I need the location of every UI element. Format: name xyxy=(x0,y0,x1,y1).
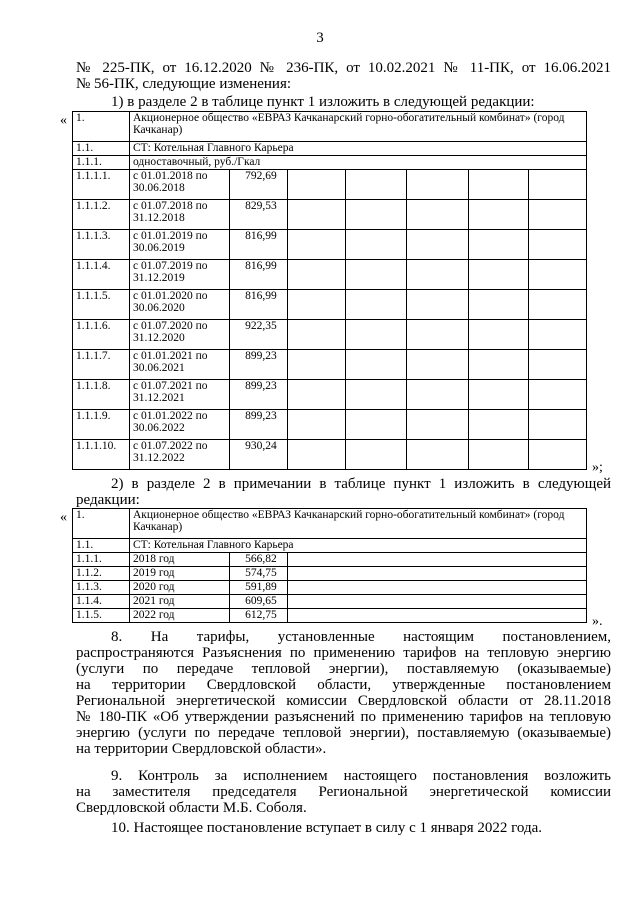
empty-cell xyxy=(287,380,345,410)
empty-cell xyxy=(287,350,345,380)
period-to: 31.12.2022 xyxy=(132,452,185,464)
table1-subheader-row xyxy=(73,142,587,156)
empty-cell xyxy=(407,200,469,230)
table2-subheader-name: СТ: Котельная Главного Карьера xyxy=(129,539,586,553)
row-code: 1.1.1.10. xyxy=(73,440,130,470)
empty-cell xyxy=(345,290,407,320)
empty-cell xyxy=(469,170,529,200)
empty-cell xyxy=(345,350,407,380)
empty-cell xyxy=(407,230,469,260)
table2-row xyxy=(73,581,587,595)
row-value: 899,23 xyxy=(229,380,287,410)
empty-cell xyxy=(529,380,587,410)
row-value: 609,65 xyxy=(229,595,287,609)
empty-cell xyxy=(407,320,469,350)
row-period xyxy=(129,440,229,470)
empty-cell xyxy=(407,170,469,200)
empty-cell xyxy=(407,260,469,290)
row-year: 2021 год xyxy=(129,595,229,609)
empty-cell xyxy=(345,410,407,440)
empty-cell xyxy=(469,440,529,470)
period-from: с 01.07.2021 по xyxy=(132,380,208,392)
row-code: 1.1.1.4. xyxy=(73,260,130,290)
empty-cell xyxy=(529,410,587,440)
period-from: с 01.01.2018 по xyxy=(132,170,208,182)
empty-cell xyxy=(287,260,345,290)
table1-row xyxy=(73,440,587,470)
para9-line-1: 9. Контроль за исполнением настоящего постановления возложить xyxy=(111,768,611,784)
period-to: 31.12.2018 xyxy=(132,212,185,224)
empty-cell xyxy=(345,200,407,230)
empty-cell xyxy=(529,320,587,350)
period-to: 30.06.2022 xyxy=(132,422,185,434)
table1-header-row xyxy=(73,112,587,142)
empty-cell xyxy=(287,581,586,595)
empty-cell xyxy=(287,410,345,440)
period-to: 30.06.2021 xyxy=(132,362,185,374)
empty-cell xyxy=(407,380,469,410)
row-year: 2018 год xyxy=(129,553,229,567)
row-value: 566,82 xyxy=(229,553,287,567)
row-year: 2020 год xyxy=(129,581,229,595)
period-to: 30.06.2020 xyxy=(132,302,185,314)
paragraph-10 xyxy=(76,820,611,836)
table1-row xyxy=(73,320,587,350)
row-period xyxy=(129,410,229,440)
period-from: с 01.07.2019 по xyxy=(132,260,208,272)
table2-open-quote: « xyxy=(60,510,67,525)
empty-cell xyxy=(469,260,529,290)
table1-header-name: Акционерное общество «ЕВРАЗ Качканарский горно-обогатительный комбинат» (город Качканар) xyxy=(129,112,586,142)
table2-row xyxy=(73,567,587,581)
row-period xyxy=(129,260,229,290)
row-code: 1.1.4. xyxy=(73,595,130,609)
para8-line-3: (услуги по передаче тепловой энергии), поставляемую (оказываемые) xyxy=(76,661,611,677)
empty-cell xyxy=(345,230,407,260)
row-value: 922,35 xyxy=(229,320,287,350)
empty-cell xyxy=(469,350,529,380)
period-to: 31.12.2021 xyxy=(132,392,185,404)
item2-line-2: редакции: xyxy=(76,492,140,508)
empty-cell xyxy=(287,440,345,470)
empty-cell xyxy=(287,553,586,567)
table2-row xyxy=(73,609,587,623)
period-to: 31.12.2020 xyxy=(132,332,185,344)
empty-cell xyxy=(529,260,587,290)
empty-cell xyxy=(287,230,345,260)
table1-close-quote: »; xyxy=(592,460,603,475)
para8-line-7: энергию (услуги по передаче тепловой энергии), поставляемую (оказываемые) xyxy=(76,725,611,741)
table1-row xyxy=(73,200,587,230)
table1-row xyxy=(73,170,587,200)
table2-close-quote: ». xyxy=(592,614,603,629)
empty-cell xyxy=(345,440,407,470)
para9-line-3: Свердловской области М.Б. Соболя. xyxy=(76,800,307,816)
table2-subheader-row xyxy=(73,539,587,553)
page-number: 3 xyxy=(316,30,324,46)
period-to: 30.06.2018 xyxy=(132,182,185,194)
empty-cell xyxy=(407,290,469,320)
period-from: с 01.01.2022 по xyxy=(132,410,208,422)
intro-line-2: № 56-ПК, следующие изменения: xyxy=(76,76,292,92)
row-period xyxy=(129,170,229,200)
row-period xyxy=(129,350,229,380)
row-period xyxy=(129,380,229,410)
row-year: 2019 год xyxy=(129,567,229,581)
table1-tariff-row xyxy=(73,156,587,170)
row-value: 899,23 xyxy=(229,410,287,440)
item2-line-1: 2) в разделе 2 в примечании в таблице пункт 1 изложить в следующей xyxy=(111,476,611,492)
table1-tariff-name: одноставочный, руб./Гкал xyxy=(129,156,586,170)
table1-subheader-name: СТ: Котельная Главного Карьера xyxy=(129,142,586,156)
row-value: 829,53 xyxy=(229,200,287,230)
row-code: 1.1.1. xyxy=(73,553,130,567)
table1-subheader-code: 1.1. xyxy=(73,142,130,156)
para9-line-2: на заместителя председателя Региональной энергетической комиссии xyxy=(76,784,611,800)
row-code: 1.1.1.7. xyxy=(73,350,130,380)
para8-line-2: распространяются Разъяснения по применению тарифов на тепловую энергию xyxy=(76,645,611,661)
empty-cell xyxy=(287,290,345,320)
empty-cell xyxy=(469,230,529,260)
table1-row xyxy=(73,290,587,320)
empty-cell xyxy=(287,609,586,623)
table1-open-quote: « xyxy=(60,113,67,128)
row-value: 816,99 xyxy=(229,230,287,260)
empty-cell xyxy=(469,410,529,440)
table2-header-name: Акционерное общество «ЕВРАЗ Качканарский горно-обогатительный комбинат» (город Качканар) xyxy=(129,509,586,539)
row-period xyxy=(129,200,229,230)
para10-line-1: 10. Настоящее постановление вступает в силу с 1 января 2022 года. xyxy=(111,820,543,836)
empty-cell xyxy=(469,290,529,320)
period-to: 31.12.2019 xyxy=(132,272,185,284)
table2-row xyxy=(73,553,587,567)
period-from: с 01.07.2020 по xyxy=(132,320,208,332)
row-value: 591,89 xyxy=(229,581,287,595)
table2-header-row xyxy=(73,509,587,539)
empty-cell xyxy=(469,320,529,350)
row-period xyxy=(129,290,229,320)
paragraph-8 xyxy=(76,629,611,757)
period-to: 30.06.2019 xyxy=(132,242,185,254)
table1-header-code: 1. xyxy=(73,112,130,142)
table1-row xyxy=(73,410,587,440)
row-code: 1.1.2. xyxy=(73,567,130,581)
empty-cell xyxy=(345,320,407,350)
item2-paragraph xyxy=(76,476,611,508)
row-value: 816,99 xyxy=(229,290,287,320)
table1-tariff-code: 1.1.1. xyxy=(73,156,130,170)
empty-cell xyxy=(529,200,587,230)
period-from: с 01.07.2022 по xyxy=(132,440,208,452)
empty-cell xyxy=(529,350,587,380)
table2-row xyxy=(73,595,587,609)
empty-cell xyxy=(407,440,469,470)
row-code: 1.1.1.9. xyxy=(73,410,130,440)
item1-text: 1) в разделе 2 в таблице пункт 1 изложить в следующей редакции: xyxy=(111,94,535,110)
empty-cell xyxy=(287,200,345,230)
period-from: с 01.01.2019 по xyxy=(132,230,208,242)
row-code: 1.1.1.6. xyxy=(73,320,130,350)
row-code: 1.1.1.1. xyxy=(73,170,130,200)
empty-cell xyxy=(287,567,586,581)
row-code: 1.1.1.3. xyxy=(73,230,130,260)
para8-line-5: Региональной энергетической комиссии Свердловской области от 28.11.2018 xyxy=(76,693,611,709)
row-period xyxy=(129,320,229,350)
row-code: 1.1.1.8. xyxy=(73,380,130,410)
row-value: 816,99 xyxy=(229,260,287,290)
period-from: с 01.07.2018 по xyxy=(132,200,208,212)
table2-header-code: 1. xyxy=(73,509,130,539)
table1-row xyxy=(73,230,587,260)
empty-cell xyxy=(529,230,587,260)
row-period xyxy=(129,230,229,260)
para8-line-4: на территории Свердловской области, утвержденные постановлением xyxy=(76,677,611,693)
period-from: с 01.01.2020 по xyxy=(132,290,208,302)
empty-cell xyxy=(287,170,345,200)
empty-cell xyxy=(345,170,407,200)
tariff-table xyxy=(72,111,587,470)
para8-line-6: № 180-ПК «Об утверждении разъяснений по применению тарифов на тепловую xyxy=(76,709,611,725)
row-code: 1.1.1.2. xyxy=(73,200,130,230)
row-year: 2022 год xyxy=(129,609,229,623)
row-value: 792,69 xyxy=(229,170,287,200)
empty-cell xyxy=(529,440,587,470)
para8-line-1: 8. На тарифы, установленные настоящим постановлением, xyxy=(111,629,611,645)
table1-row xyxy=(73,350,587,380)
empty-cell xyxy=(407,350,469,380)
row-code: 1.1.1.5. xyxy=(73,290,130,320)
table1-row xyxy=(73,260,587,290)
empty-cell xyxy=(529,290,587,320)
intro-paragraph xyxy=(76,60,611,92)
row-value: 574,75 xyxy=(229,567,287,581)
empty-cell xyxy=(345,260,407,290)
paragraph-9 xyxy=(76,768,611,816)
empty-cell xyxy=(529,170,587,200)
intro-line-1: № 225-ПК, от 16.12.2020 № 236-ПК, от 10.02.2021 № 11-ПК, от 16.06.2021 xyxy=(76,60,611,76)
empty-cell xyxy=(469,200,529,230)
row-value: 899,23 xyxy=(229,350,287,380)
row-value: 930,24 xyxy=(229,440,287,470)
empty-cell xyxy=(469,380,529,410)
table1-row xyxy=(73,380,587,410)
period-from: с 01.01.2021 по xyxy=(132,350,208,362)
empty-cell xyxy=(407,410,469,440)
empty-cell xyxy=(287,320,345,350)
row-code: 1.1.5. xyxy=(73,609,130,623)
empty-cell xyxy=(345,380,407,410)
table2-subheader-code: 1.1. xyxy=(73,539,130,553)
row-code: 1.1.3. xyxy=(73,581,130,595)
empty-cell xyxy=(287,595,586,609)
note-table xyxy=(72,508,587,623)
para8-line-8: на территории Свердловской области». xyxy=(76,741,327,757)
row-value: 612,75 xyxy=(229,609,287,623)
